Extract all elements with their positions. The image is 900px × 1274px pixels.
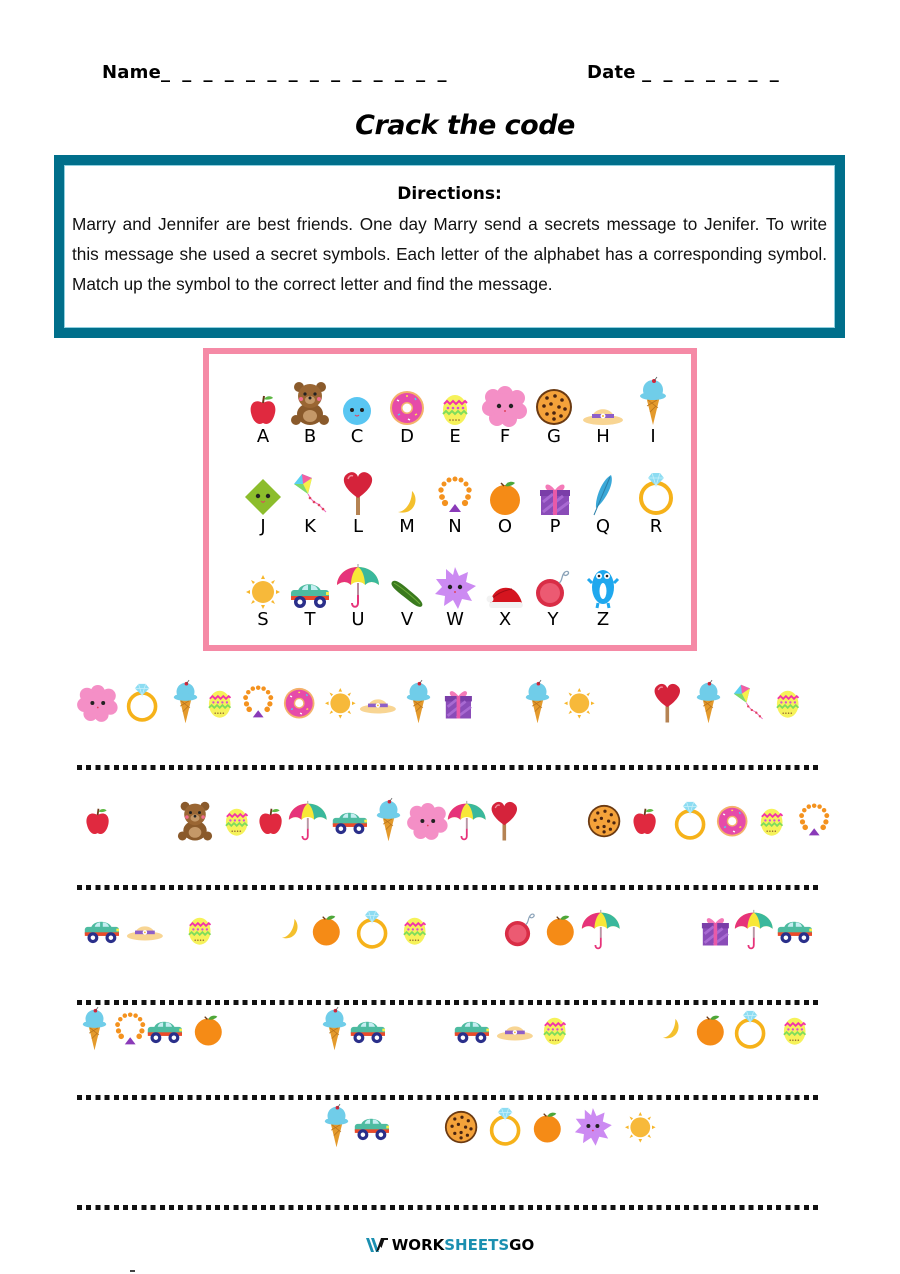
orange-icon [306,905,346,955]
name-blank-line[interactable]: _ _ _ _ _ _ _ _ _ _ _ _ _ _ [160,62,450,83]
umbrella-icon [581,905,621,955]
necklace-icon [794,796,834,846]
pink-flower-face-icon [78,678,118,728]
key-letter: K [304,516,316,537]
answer-dotted-line[interactable] [77,765,821,770]
key-item-g [530,374,578,460]
key-letter: Z [596,609,610,630]
key-letter: B [303,426,317,447]
sun-hat-icon [358,678,398,728]
date-label: Date [587,62,636,83]
key-item-v [383,557,431,643]
directions-box [54,155,845,338]
key-item-z [579,557,627,643]
brand-text-sheets: SHEETS [444,1236,510,1254]
ice-cream-icon [165,678,205,728]
toy-car-icon [348,1005,388,1055]
message-row [0,796,900,856]
message-row [0,905,900,965]
brand-text-work: WORK [391,1236,445,1254]
key-item-a [239,374,287,460]
orange-icon [540,905,580,955]
apple-icon [251,796,291,846]
teddy-bear-icon [175,796,215,846]
kite-icon [286,464,334,516]
key-letter: N [448,516,462,537]
key-letter: F [499,426,511,447]
moon-icon [383,464,431,516]
key-letter: G [547,426,561,447]
teddy-bear-icon [286,374,334,426]
xmas-hat-icon [481,557,529,609]
key-letter: V [400,609,414,630]
easter-egg-icon [775,1005,815,1055]
apple-icon [78,796,118,846]
stray-mark [130,1270,135,1272]
key-item-k [286,464,334,550]
key-letter: I [650,426,656,447]
cookie-icon [530,374,578,426]
ice-cream-icon [74,1005,114,1055]
moon-icon [651,1005,691,1055]
answer-dotted-line[interactable] [77,1095,821,1100]
ice-cream-icon [398,678,438,728]
ice-cream-icon [368,796,408,846]
key-item-y [529,557,577,643]
key-item-h [579,374,627,460]
key-letter: D [400,426,414,447]
key-letter: J [260,516,266,537]
key-item-l [334,464,382,550]
ring-icon [122,678,162,728]
orange-icon [481,464,529,516]
key-letter: T [304,609,316,630]
sun-hat-icon [495,1005,535,1055]
easter-egg-icon [535,1005,575,1055]
key-letter: O [497,516,513,537]
toy-car-icon [286,557,334,609]
easter-egg-icon [395,905,435,955]
key-letter: U [351,609,365,630]
key-letter: R [649,516,663,537]
key-item-f [481,374,529,460]
key-letter: X [498,609,512,630]
ring-icon [632,464,680,516]
key-item-q [579,464,627,550]
ring-icon [670,796,710,846]
ice-cream-icon [316,1102,356,1152]
donut-icon [279,678,319,728]
pink-flower-face-icon [408,796,448,846]
cookie-icon [441,1102,481,1152]
pink-flower-face-icon [481,374,529,426]
key-letter: P [549,516,561,537]
key-item-o [481,464,529,550]
sun-icon [239,557,287,609]
umbrella-icon [334,557,382,609]
key-item-w [431,557,479,643]
key-item-n [431,464,479,550]
key-item-i [629,374,677,460]
apple-icon [625,796,665,846]
key-item-c [333,374,381,460]
directions-heading: Directions: [397,184,502,204]
name-label: Name [102,62,161,83]
umbrella-icon [447,796,487,846]
key-item-d [383,374,431,460]
ring-icon [730,1005,770,1055]
key-item-j [239,464,287,550]
ice-cream-icon [688,678,728,728]
toy-car-icon [452,1005,492,1055]
key-letter: C [350,426,364,447]
date-field[interactable] [587,62,782,83]
orange-icon [188,1005,228,1055]
sun-hat-icon [579,374,627,426]
message-row [0,678,900,738]
donut-icon [712,796,752,846]
vegetable-cucumber-icon [383,557,431,609]
key-item-p [531,464,579,550]
umbrella-icon [734,905,774,955]
present-icon [531,464,579,516]
answer-dotted-line[interactable] [77,1205,821,1210]
umbrella-icon [288,796,328,846]
green-diamond-face-icon [239,464,287,516]
sun-icon [559,678,599,728]
toy-car-icon [330,796,370,846]
key-letter: A [256,426,270,447]
key-item-e [431,374,479,460]
present-icon [695,905,735,955]
ice-cream-icon [517,678,557,728]
cookie-icon [584,796,624,846]
message-row [0,1005,900,1065]
easter-egg-icon [180,905,220,955]
quill-feather-icon [579,464,627,516]
easter-egg-icon [200,678,240,728]
worksheet-title: Crack the code [355,110,575,141]
ring-icon [485,1102,525,1152]
worksheetsgo-logo [0,1236,900,1254]
name-field[interactable] [102,62,449,83]
sun-icon [620,1102,660,1152]
blue-circle-face-icon [333,374,381,426]
orange-icon [690,1005,730,1055]
orange-icon [527,1102,567,1152]
key-item-t [286,557,334,643]
brand-text-go: GO [509,1236,535,1254]
key-letter: E [449,426,461,447]
toy-car-icon [145,1005,185,1055]
necklace-icon [431,464,479,516]
message-row [0,1102,900,1162]
ice-cream-icon [629,374,677,426]
easter-egg-icon [752,796,792,846]
necklace-icon [238,678,278,728]
toy-car-icon [352,1102,392,1152]
toy-car-icon [82,905,122,955]
sun-hat-icon [125,905,165,955]
key-item-m [383,464,431,550]
yoyo-icon [500,905,540,955]
purple-star-face-icon [573,1102,613,1152]
easter-egg-icon [768,678,808,728]
easter-egg-icon [431,374,479,426]
donut-icon [383,374,431,426]
key-item-x [481,557,529,643]
heart-lollipop-icon [484,796,524,846]
key-item-s [239,557,287,643]
present-icon [438,678,478,728]
key-letter: W [446,609,464,630]
key-letter: L [352,516,364,537]
key-letter: M [399,516,415,537]
apple-icon [239,374,287,426]
sun-icon [320,678,360,728]
ring-icon [352,905,392,955]
purple-star-face-icon [431,557,479,609]
toy-car-icon [775,905,815,955]
key-item-b [286,374,334,460]
key-item-r [632,464,680,550]
blue-monster-icon [579,557,627,609]
answer-dotted-line[interactable] [77,1000,821,1005]
key-letter: Y [547,609,559,630]
worksheetsgo-w-logo-icon [366,1237,388,1253]
date-blank-line[interactable]: _ _ _ _ _ _ _ [642,62,782,83]
key-letter: H [596,426,610,447]
key-letter: S [257,609,269,630]
yoyo-icon [529,557,577,609]
necklace-icon [110,1005,150,1055]
heart-lollipop-icon [334,464,382,516]
heart-lollipop-icon [647,678,687,728]
key-item-u [334,557,382,643]
kite-icon [728,678,768,728]
answer-dotted-line[interactable] [77,885,821,890]
moon-icon [270,905,310,955]
symbol-key-box [203,348,697,651]
key-letter: Q [595,516,611,537]
directions-text: Marry and Jennifer are best friends. One day Marry send a secrets message to Jenifer. To write this message she used a secret symbols. Each letter of the alphabet has a corresponding symbol. Match up the symbol to the correct letter and find the message. [72,214,827,294]
